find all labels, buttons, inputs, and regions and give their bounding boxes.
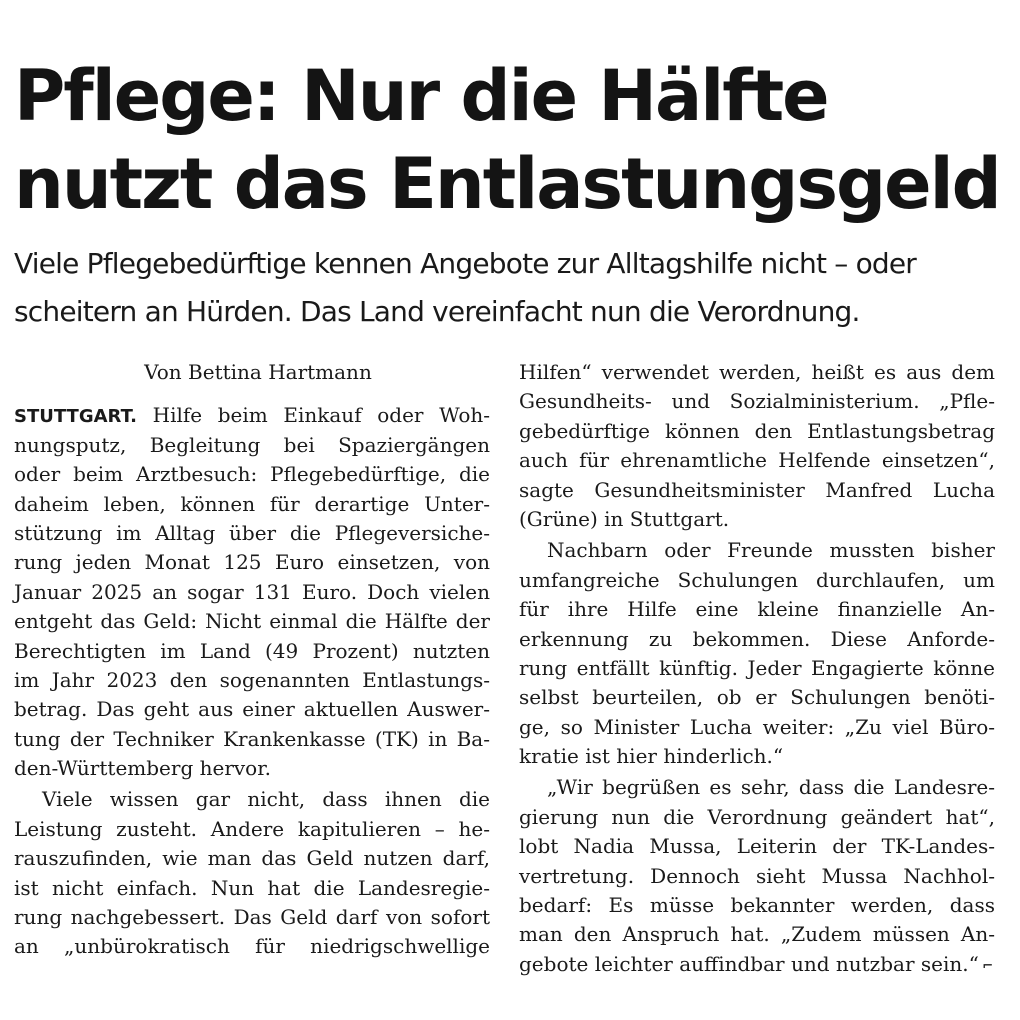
text-line: an „unbürokratisch für niedrigschwellige [14,934,490,959]
right-column [519,358,995,979]
text-line: ge, so Minister Lucha weiter: „Zu viel Büro- [519,714,995,739]
text-line: daheim leben, können für derartige Unter- [14,491,490,516]
text-line: umfangreiche Schulungen durchlaufen, um [519,567,995,592]
text-line: nungsputz, Begleitung bei Spaziergängen [14,432,490,457]
text-line: Nachbarn oder Freunde mussten bisher [547,538,995,563]
text-line: Leistung zusteht. Andere kapitulieren – he- [14,816,490,841]
text-line: bedarf: Es müsse bekannter werden, dass [519,893,995,918]
text-line: stützung im Alltag über die Pflegeversiche- [14,520,490,545]
text-line: Hilfen“ verwendet werden, heißt es aus dem [519,360,995,384]
subheadline-line-2: scheitern an Hürden. Das Land vereinfacht nun die Verordnung. [14,295,860,328]
text-line: man den Anspruch hat. „Zudem müssen An- [519,922,995,947]
text-line: sagte Gesundheitsminister Manfred Lucha [519,477,995,502]
text-line: rauszufinden, wie man das Geld nutzen darf, [14,846,490,871]
text-line: rung nachgebessert. Das Geld darf von sofort [14,905,490,930]
text-line [519,950,995,979]
text-fragment: gebote leichter auffindbar und nutzbar sein.“ [519,951,979,976]
text-fragment: Hilfe beim Einkauf oder Woh- [152,403,490,428]
text-line: selbst beurteilen, ob er Schulungen benöti- [519,685,995,710]
subheadline-line-1: Viele Pflegebedürftige kennen Angebote zur Alltagshilfe nicht – oder [14,247,917,280]
text-line: oder beim Arztbesuch: Pflegebedürftige, die [14,462,490,487]
text-line [14,401,490,430]
text-line: ist nicht einfach. Nun hat die Landesregie- [14,875,490,900]
byline: Von Bettina Hartmann [144,360,372,384]
text-line: Januar 2025 an sogar 131 Euro. Doch vielen [14,579,490,604]
dateline: STUTTGART. [14,406,137,428]
text-line: Gesundheits- und Sozialministerium. „Pfle- [519,389,995,414]
text-line: für ihre Hilfe eine kleine finanzielle An- [519,597,995,622]
text-line: vertretung. Dennoch sieht Mussa Nachhol- [519,863,995,888]
text-line: lobt Nadia Mussa, Leiterin der TK-Landes- [519,834,995,859]
text-line: (Grüne) in Stuttgart. [519,506,730,531]
text-line: erkennung zu bekommen. Diese Anforde- [519,626,995,651]
text-line: den-Württemberg hervor. [14,756,271,781]
text-line: auch für ehrenamtliche Helfende einsetzen“, [519,448,995,473]
text-line: rung jeden Monat 125 Euro einsetzen, von [14,550,490,575]
headline-line-2: nutzt das Entlastungsgeld [14,143,1000,225]
text-line: Berechtigten im Land (49 Prozent) nutzten [14,638,490,663]
end-mark: ⌐ [982,955,993,975]
text-line: gebedürftige können den Entlastungsbetrag [519,418,995,443]
subheadline [14,240,1014,336]
text-line: „Wir begrüßen es sehr, dass die Landesre- [547,775,995,800]
text-line: rung entfällt künftig. Jeder Engagierte könne [519,655,995,680]
text-line: tung der Techniker Krankenkasse (TK) in Ba- [14,726,490,751]
text-line: betrag. Das geht aus einer aktuellen Auswer- [14,697,490,722]
left-column [14,358,490,962]
headline [14,52,1014,228]
headline-line-1: Pflege: Nur die Hälfte [14,55,828,137]
text-line: kratie ist hier hinderlich.“ [519,744,784,769]
text-line: im Jahr 2023 den sogenannten Entlastungs- [14,667,490,692]
text-line: Viele wissen gar nicht, dass ihnen die [42,787,490,812]
text-line: entgeht das Geld: Nicht einmal die Hälfte der [14,609,490,634]
text-line: gierung nun die Verordnung geändert hat“, [519,804,995,829]
